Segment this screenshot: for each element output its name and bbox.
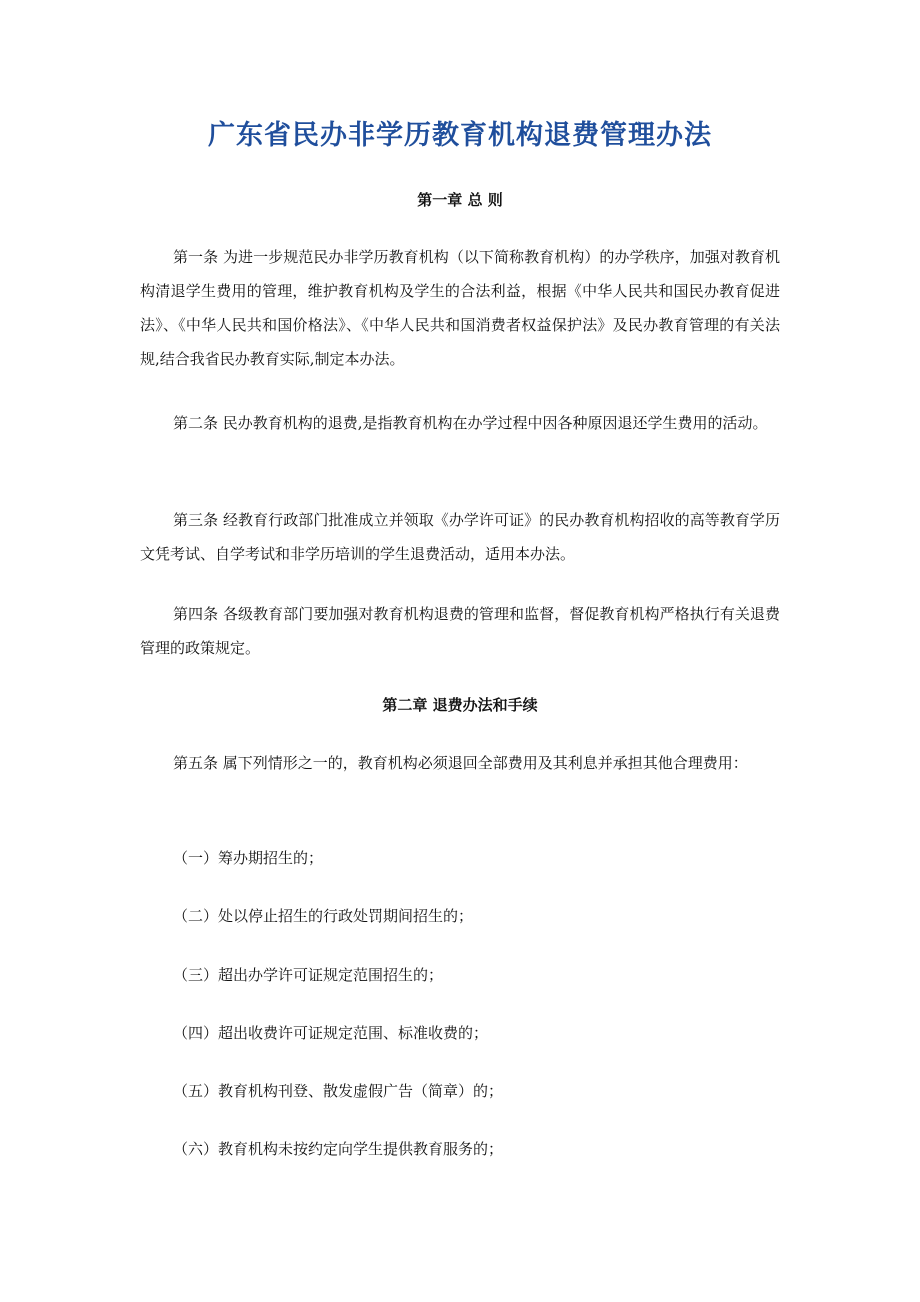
list-item: （二）处以停止招生的行政处罚期间招生的； <box>173 907 474 925</box>
list-item: （六）教育机构未按约定向学生提供教育服务的； <box>173 1140 504 1158</box>
list-item: （三）超出办学许可证规定范围招生的； <box>173 966 444 984</box>
chapter-heading: 第一章 总 则 <box>417 191 503 209</box>
article-5: 第五条 属下列情形之一的，教育机构必须退回全部费用及其利息并承担其他合理费用： <box>173 754 748 772</box>
list-item: （一）筹办期招生的； <box>173 849 324 867</box>
article-3: 第三条 经教育行政部门批准成立并领取《办学许可证》的民办教育机构招收的高等教育学历文凭考试、自学考试和非学历培训的学生退费活动，适用本办法。 <box>140 511 780 563</box>
article-2: 第二条 民办教育机构的退费,是指教育机构在办学过程中因各种原因退还学生费用的活动。 <box>173 414 768 432</box>
list-item: （四）超出收费许可证规定范围、标准收费的； <box>173 1024 489 1042</box>
document-title: 广东省民办非学历教育机构退费管理办法 <box>208 120 712 151</box>
article-1: 第一条 为进一步规范民办非学历教育机构（以下简称教育机构）的办学秩序，加强对教育机构清退学生费用的管理，维护教育机构及学生的合法利益，根据《中华人民共和国民办教育促进法》、《中华人民共和国价格法》、《中华人民共和国消费者权益保护法》及民办教育管理的有关法规,结合我省民办教育实际,制定本办法。 <box>140 248 780 368</box>
article-4: 第四条 各级教育部门要加强对教育机构退费的管理和监督，督促教育机构严格执行有关退费管理的政策规定。 <box>140 605 780 657</box>
chapter-heading: 第二章 退费办法和手续 <box>382 696 538 714</box>
list-item: （五）教育机构刊登、散发虚假广告（简章）的； <box>173 1082 504 1100</box>
